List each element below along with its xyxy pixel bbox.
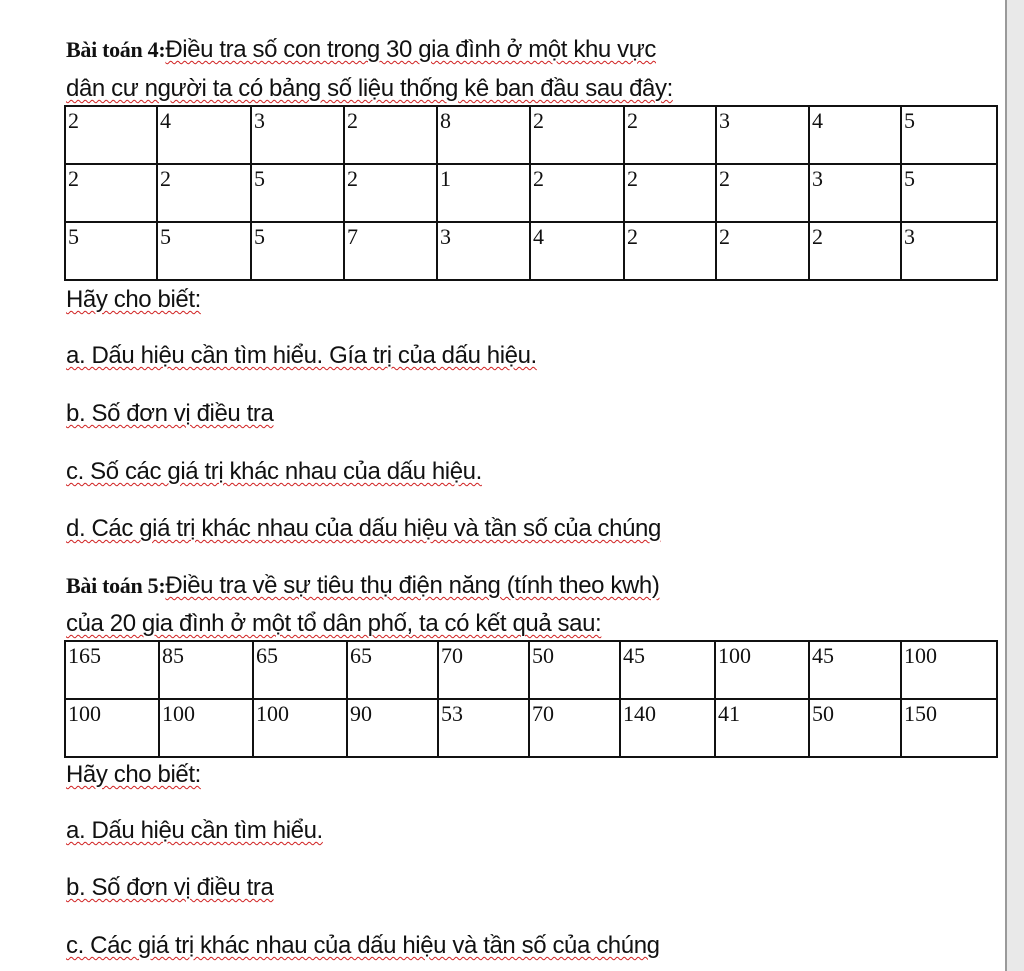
- problem4-item-a-text: a. Dấu hiệu cần tìm hiểu. Gía trị của dấu hiệu.: [66, 342, 537, 369]
- table-row: [65, 164, 997, 222]
- problem5-item-b-text: b. Số đơn vị điều tra: [66, 874, 274, 901]
- table-cell: 5: [251, 222, 344, 280]
- problem5-item-a: [66, 817, 323, 845]
- table-cell: 8: [437, 106, 530, 164]
- problem5-title: Bài toán 5:: [66, 573, 166, 598]
- table-cell: 2: [530, 106, 624, 164]
- problem4-data-table: [64, 105, 998, 281]
- problem5-data-table: [64, 640, 998, 758]
- table-cell: 2: [716, 164, 809, 222]
- problem4-item-a: [66, 342, 537, 370]
- table-cell: 4: [530, 222, 624, 280]
- problem5-item-b: [66, 874, 273, 902]
- table-row: [65, 699, 997, 757]
- table-cell: 4: [809, 106, 901, 164]
- table-cell: 90: [347, 699, 438, 757]
- table-cell: 2: [65, 164, 157, 222]
- table-cell: 2: [716, 222, 809, 280]
- table-cell: 85: [159, 641, 253, 699]
- problem4-item-d-text: d. Các giá trị khác nhau của dấu hiệu và tần số của chúng: [66, 515, 661, 542]
- table-cell: 2: [157, 164, 251, 222]
- table-cell: 53: [438, 699, 529, 757]
- table-cell: 100: [253, 699, 347, 757]
- table-cell: 100: [159, 699, 253, 757]
- table-cell: 4: [157, 106, 251, 164]
- problem5-ask: [66, 761, 201, 789]
- table-cell: 2: [624, 106, 716, 164]
- table-cell: 5: [251, 164, 344, 222]
- table-cell: 70: [529, 699, 620, 757]
- table-cell: 45: [620, 641, 715, 699]
- table-cell: 5: [65, 222, 157, 280]
- problem5-ask-text: Hãy cho biết:: [66, 761, 201, 788]
- table-cell: 100: [901, 641, 997, 699]
- table-cell: 2: [530, 164, 624, 222]
- table-cell: 3: [901, 222, 997, 280]
- problem4-item-c-text: c. Số các giá trị khác nhau của dấu hiệu.: [66, 458, 482, 485]
- table-cell: 45: [809, 641, 901, 699]
- table-cell: 100: [715, 641, 809, 699]
- table-cell: 2: [624, 164, 716, 222]
- problem4-heading-line2: [66, 75, 673, 103]
- table-cell: 65: [347, 641, 438, 699]
- table-cell: 5: [157, 222, 251, 280]
- problem4-item-c: [66, 458, 482, 486]
- problem4-ask-text: Hãy cho biết:: [66, 286, 201, 313]
- problem5-intro-line1: Điều tra về sự tiêu thụ điện năng (tính theo kwh): [165, 572, 660, 599]
- table-cell: 3: [251, 106, 344, 164]
- table-cell: 1: [437, 164, 530, 222]
- problem5-item-c: [66, 932, 660, 960]
- table-cell: 2: [65, 106, 157, 164]
- table-cell: 50: [529, 641, 620, 699]
- problem4-intro-line1: Điều tra số con trong 30 gia đình ở một khu vực: [165, 36, 656, 63]
- problem4-item-b-text: b. Số đơn vị điều tra: [66, 400, 274, 427]
- table-row: [65, 106, 997, 164]
- page-edge-shadow: [1007, 0, 1024, 971]
- table-cell: 2: [344, 164, 437, 222]
- table-cell: 165: [65, 641, 159, 699]
- problem4-heading-line1: [66, 36, 656, 64]
- problem4-ask: [66, 286, 201, 314]
- table-row: [65, 641, 997, 699]
- problem4-item-b: [66, 400, 273, 428]
- table-cell: 100: [65, 699, 159, 757]
- table-cell: 3: [437, 222, 530, 280]
- problem5-intro-line2: của 20 gia đình ở một tổ dân phố, ta có kết quả sau:: [66, 610, 602, 637]
- problem4-intro-line2: dân cư người ta có bảng số liệu thống kê ban đầu sau đây:: [66, 75, 673, 102]
- table-cell: 50: [809, 699, 901, 757]
- problem4-title: Bài toán 4:: [66, 37, 166, 62]
- table-cell: 2: [809, 222, 901, 280]
- problem5-heading-line1: [66, 572, 659, 600]
- table-cell: 3: [716, 106, 809, 164]
- table-cell: 5: [901, 164, 997, 222]
- problem5-heading-line2: [66, 610, 601, 638]
- table-cell: 150: [901, 699, 997, 757]
- problem5-item-c-text: c. Các giá trị khác nhau của dấu hiệu và tần số của chúng: [66, 932, 660, 959]
- table-cell: 65: [253, 641, 347, 699]
- table-cell: 70: [438, 641, 529, 699]
- table-row: [65, 222, 997, 280]
- table-cell: 5: [901, 106, 997, 164]
- table-cell: 2: [344, 106, 437, 164]
- table-cell: 3: [809, 164, 901, 222]
- table-cell: 41: [715, 699, 809, 757]
- table-cell: 2: [624, 222, 716, 280]
- table-cell: 7: [344, 222, 437, 280]
- problem4-item-d: [66, 515, 661, 543]
- table-cell: 140: [620, 699, 715, 757]
- problem5-item-a-text: a. Dấu hiệu cần tìm hiểu.: [66, 817, 323, 844]
